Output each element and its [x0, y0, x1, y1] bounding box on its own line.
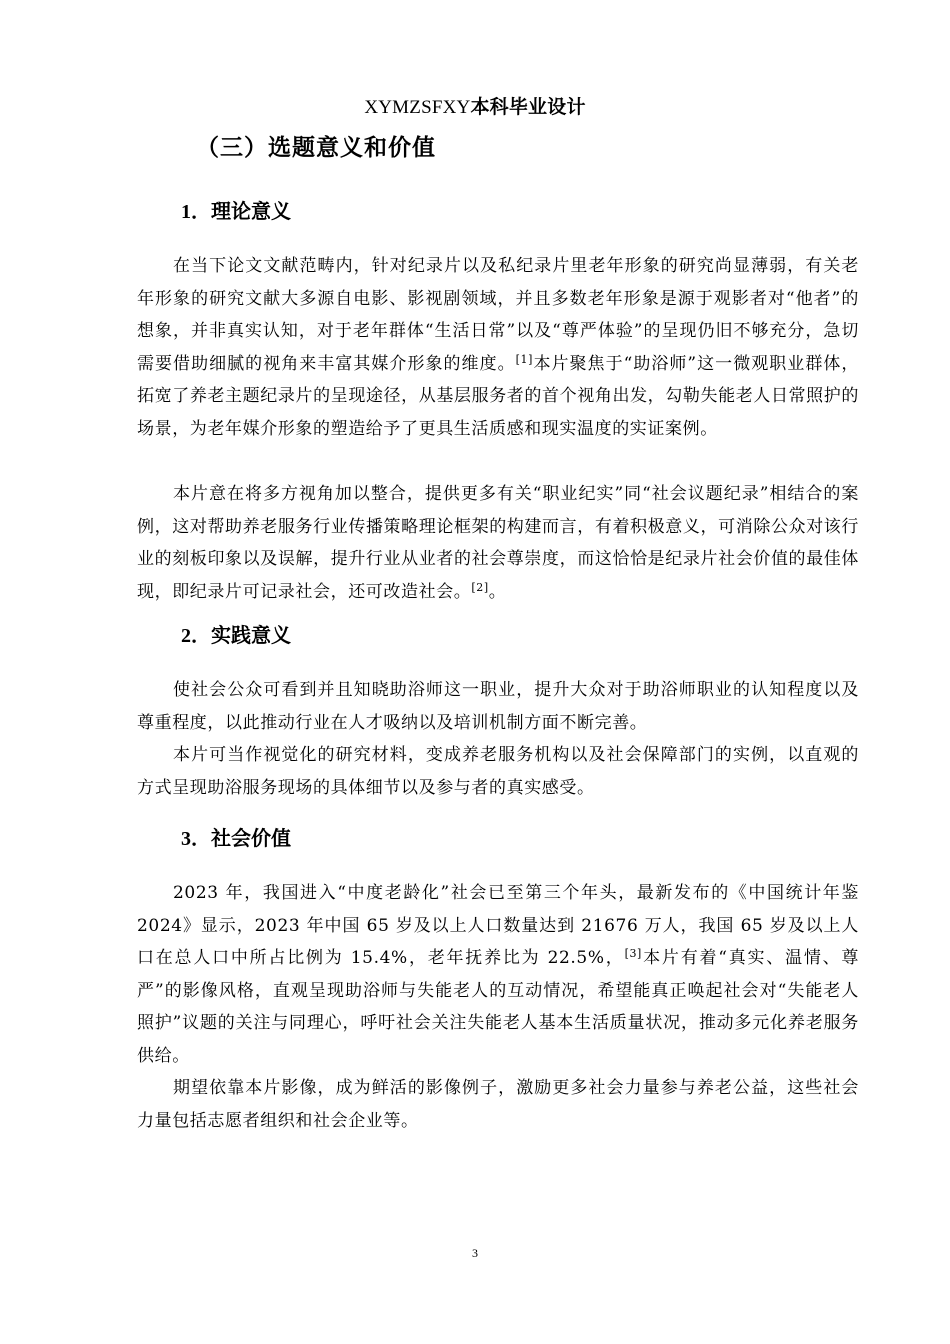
citation-ref: [2] — [471, 580, 489, 594]
header-code: XYMZSFXY — [364, 97, 471, 118]
paragraph-text: 本片意在将多方视角加以整合，提供更多有关“职业纪实”同“社会议题纪录”相结合的案例，这对帮助养老服务行业传播策略理论框架的构建而言，有着积极意义，可消除公众对该行业的刻板印象以及误解，提升行业从业者的社会尊崇度，而这恰恰是纪录片社会价值的最佳体现，即纪录片可记录社会，还可改造社会。 — [137, 484, 859, 602]
paragraph-text-tail: 本片有着“真实、温情、尊严”的影像风格，直观呈现助浴师与失能老人的互动情况，希望能真正唤起社会对“失能老人照护”议题的关注与同理心，呼吁社会关注失能老人基本生活质量状况，推动多元化养老服务供给。 — [137, 948, 860, 1066]
subsection-heading-practice — [181, 621, 291, 650]
paragraph-social-1 — [137, 877, 859, 1073]
subsection-number: 2． — [181, 625, 211, 647]
paragraph-practice-2 — [137, 739, 859, 804]
subsection-number: 1． — [181, 201, 211, 223]
citation-ref: [1] — [515, 352, 534, 366]
paragraph-text-tail: 本片聚焦于“助浴师”这一微观职业群体，拓宽了养老主题纪录片的呈现途径，从基层服务者的首个视角出发，勾勒失能老人日常照护的场景，为老年媒介形象的塑造给予了更具生活质感和现实温度的实证案例。 — [137, 353, 859, 439]
subsection-heading-theory — [181, 197, 291, 226]
subsection-title: 实践意义 — [211, 623, 291, 647]
paragraph-practice-1 — [137, 674, 859, 739]
paragraph-text-tail: 。 — [488, 581, 507, 602]
subsection-number: 3． — [181, 828, 211, 850]
header-title: 本科毕业设计 — [470, 96, 586, 118]
citation-ref: [3] — [624, 947, 642, 961]
paragraph-social-2 — [137, 1072, 859, 1137]
section-heading: （三）选题意义和价值 — [196, 135, 436, 161]
paragraph-text: 本片可当作视觉化的研究材料，变成养老服务机构以及社会保障部门的实例，以直观的方式呈现助浴服务现场的具体细节以及参与者的真实感受。 — [137, 745, 859, 798]
page-number: 3 — [472, 1246, 478, 1260]
subsection-heading-social — [181, 824, 291, 853]
paragraph-text: 期望依靠本片影像，成为鲜活的影像例子，激励更多社会力量参与养老公益，这些社会力量包括志愿者组织和社会企业等。 — [137, 1078, 859, 1131]
paragraph-text: 在当下论文文献范畴内，针对纪录片以及私纪录片里老年形象的研究尚显薄弱，有关老年形象的研究文献大多源自电影、影视剧领域，并且多数老年形象是源于观影者对“他者”的想象，并非真实认知，对于老年群体“生活日常”以及“尊严体验”的呈现仍旧不够充分，急切需要借助细腻的视角来丰富其媒介形象的维度。 — [137, 256, 859, 374]
subsection-title: 理论意义 — [211, 199, 291, 223]
paragraph-theory-2 — [137, 478, 859, 608]
paragraph-theory-1 — [137, 250, 859, 446]
paragraph-text: 2023 年，我国进入“中度老龄化”社会已至第三个年头，最新发布的《中国统计年鉴 2024》显示，2023 年中国 65 岁及以上人口数量达到 21676 万人，我国 65 岁及以上人口在总人口中所占比例为 15.4%，老年抚养比为 22.5%， — [137, 883, 859, 969]
subsection-title: 社会价值 — [211, 826, 291, 850]
paragraph-text: 使社会公众可看到并且知晓助浴师这一职业，提升大众对于助浴师职业的认知程度以及尊重程度，以此推动行业在人才吸纳以及培训机制方面不断完善。 — [137, 680, 859, 733]
page-header — [0, 94, 950, 121]
